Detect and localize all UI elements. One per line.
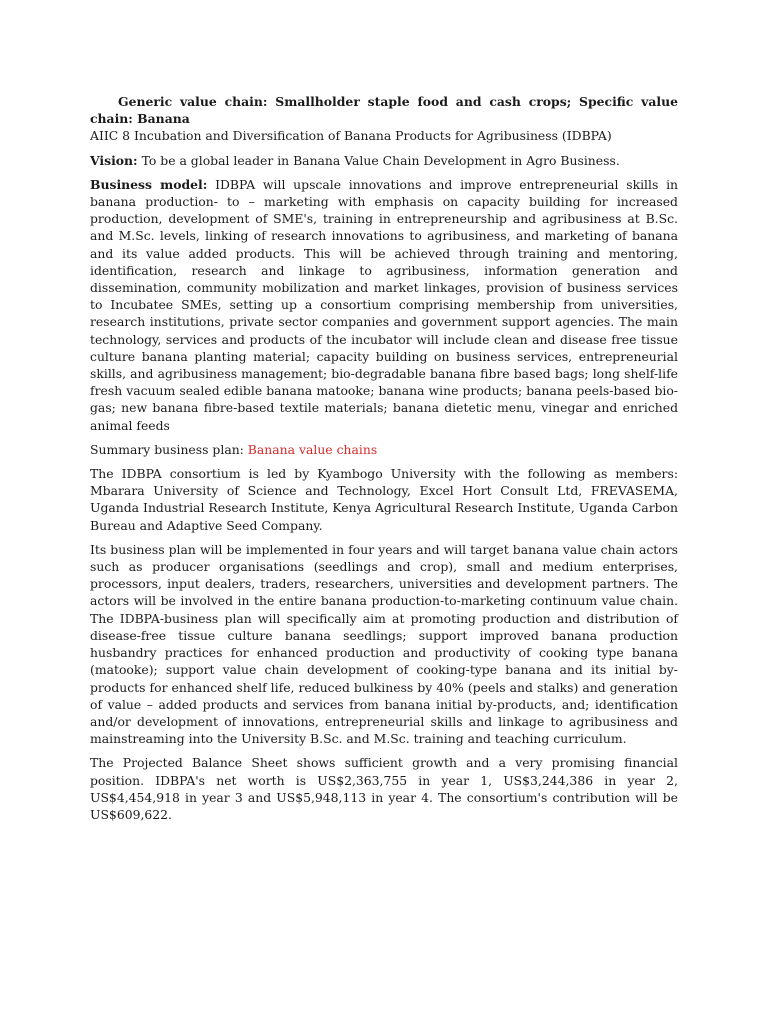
document-page [90,93,678,830]
business-model-text: IDBPA will upscale innovations and improve entrepreneurial skills in banana production- to – marketing with emphasis on capacity building for increased production, development of SME's, training in entrepreneurship and agribusiness at B.Sc. and M.Sc. levels, linking of research innovations to agribusiness, and marketing of banana and its value added products. This will be achieved through training and mentoring, identification, research and linkage to agribusiness, information generation and dissemination, community mobilization and market linkages, provision of business services to Incubatee SMEs, setting up a consortium comprising membership from universities, research institutions, private sector companies and government support agencies. The main technology, services and products of the incubator will include clean and disease free tissue culture banana planting material; capacity building on business services, entrepreneurial skills, and agribusiness management; bio-degradable banana fibre based bags; long shelf-life fresh vacuum sealed edible banana matooke; banana wine products; banana peels-based bio-gas; new banana fibre-based textile materials; banana dietetic menu, vinegar and enriched animal feeds [90,176,679,433]
business-model-paragraph [90,176,678,434]
vision-label: Vision: [90,152,138,168]
summary-label: Summary business plan: [90,441,248,457]
banana-value-chains-link[interactable]: Banana value chains [247,441,378,457]
summary-business-plan [90,441,678,458]
value-chain-heading: Generic value chain: Smallholder staple food and cash crops; Specific value chain: Banana [90,94,678,127]
business-plan-paragraph: Its business plan will be implemented in four years and will target banana value chain actors such as producer organisations (seedlings and crop), small and medium enterprises, processors, input dealers, traders, researchers, universities and development partners. The actors will be involved in the entire banana production-to-marketing continuum value chain. The IDBPA-business plan will specifically aim at promoting production and distribution of disease-free tissue culture banana seedlings; support improved banana production husbandry practices for enhanced production and productivity of cooking type banana (matooke); support value chain development of cooking-type banana and its initial by-products for enhanced shelf life, reduced bulkiness by 40% (peels and stalks) and generation of value – added products and services from banana initial by-products, and; identification and/or development of innovations, entrepreneurial skills and linkage to agribusiness and mainstreaming into the University B.Sc. and M.Sc. training and teaching curriculum. [90,541,678,747]
business-model-label: Business model: [90,176,208,192]
balance-sheet-paragraph: The Projected Balance Sheet shows sufficient growth and a very promising financial position. IDBPA's net worth is US$2,363,755 in year 1, US$3,244,386 in year 2, US$4,454,918 in year 3 and US$5,948,113 in year 4. The consortium's contribution will be US$609,622. [90,755,678,822]
consortium-paragraph: The IDBPA consortium is led by Kyambogo University with the following as members: Mbarara University of Science and Technology, Excel Hort Consult Ltd, FREVASEMA, Uganda Industrial Research Institute, Kenya Agricultural Research Institute, Uganda Carbon Bureau and Adaptive Seed Company. [90,466,678,533]
project-title: AIIC 8 Incubation and Diversification of Banana Products for Agribusiness (IDBPA) [90,128,612,144]
vision-paragraph [90,152,678,169]
vision-text: To be a global leader in Banana Value Chain Development in Agro Business. [137,152,620,168]
